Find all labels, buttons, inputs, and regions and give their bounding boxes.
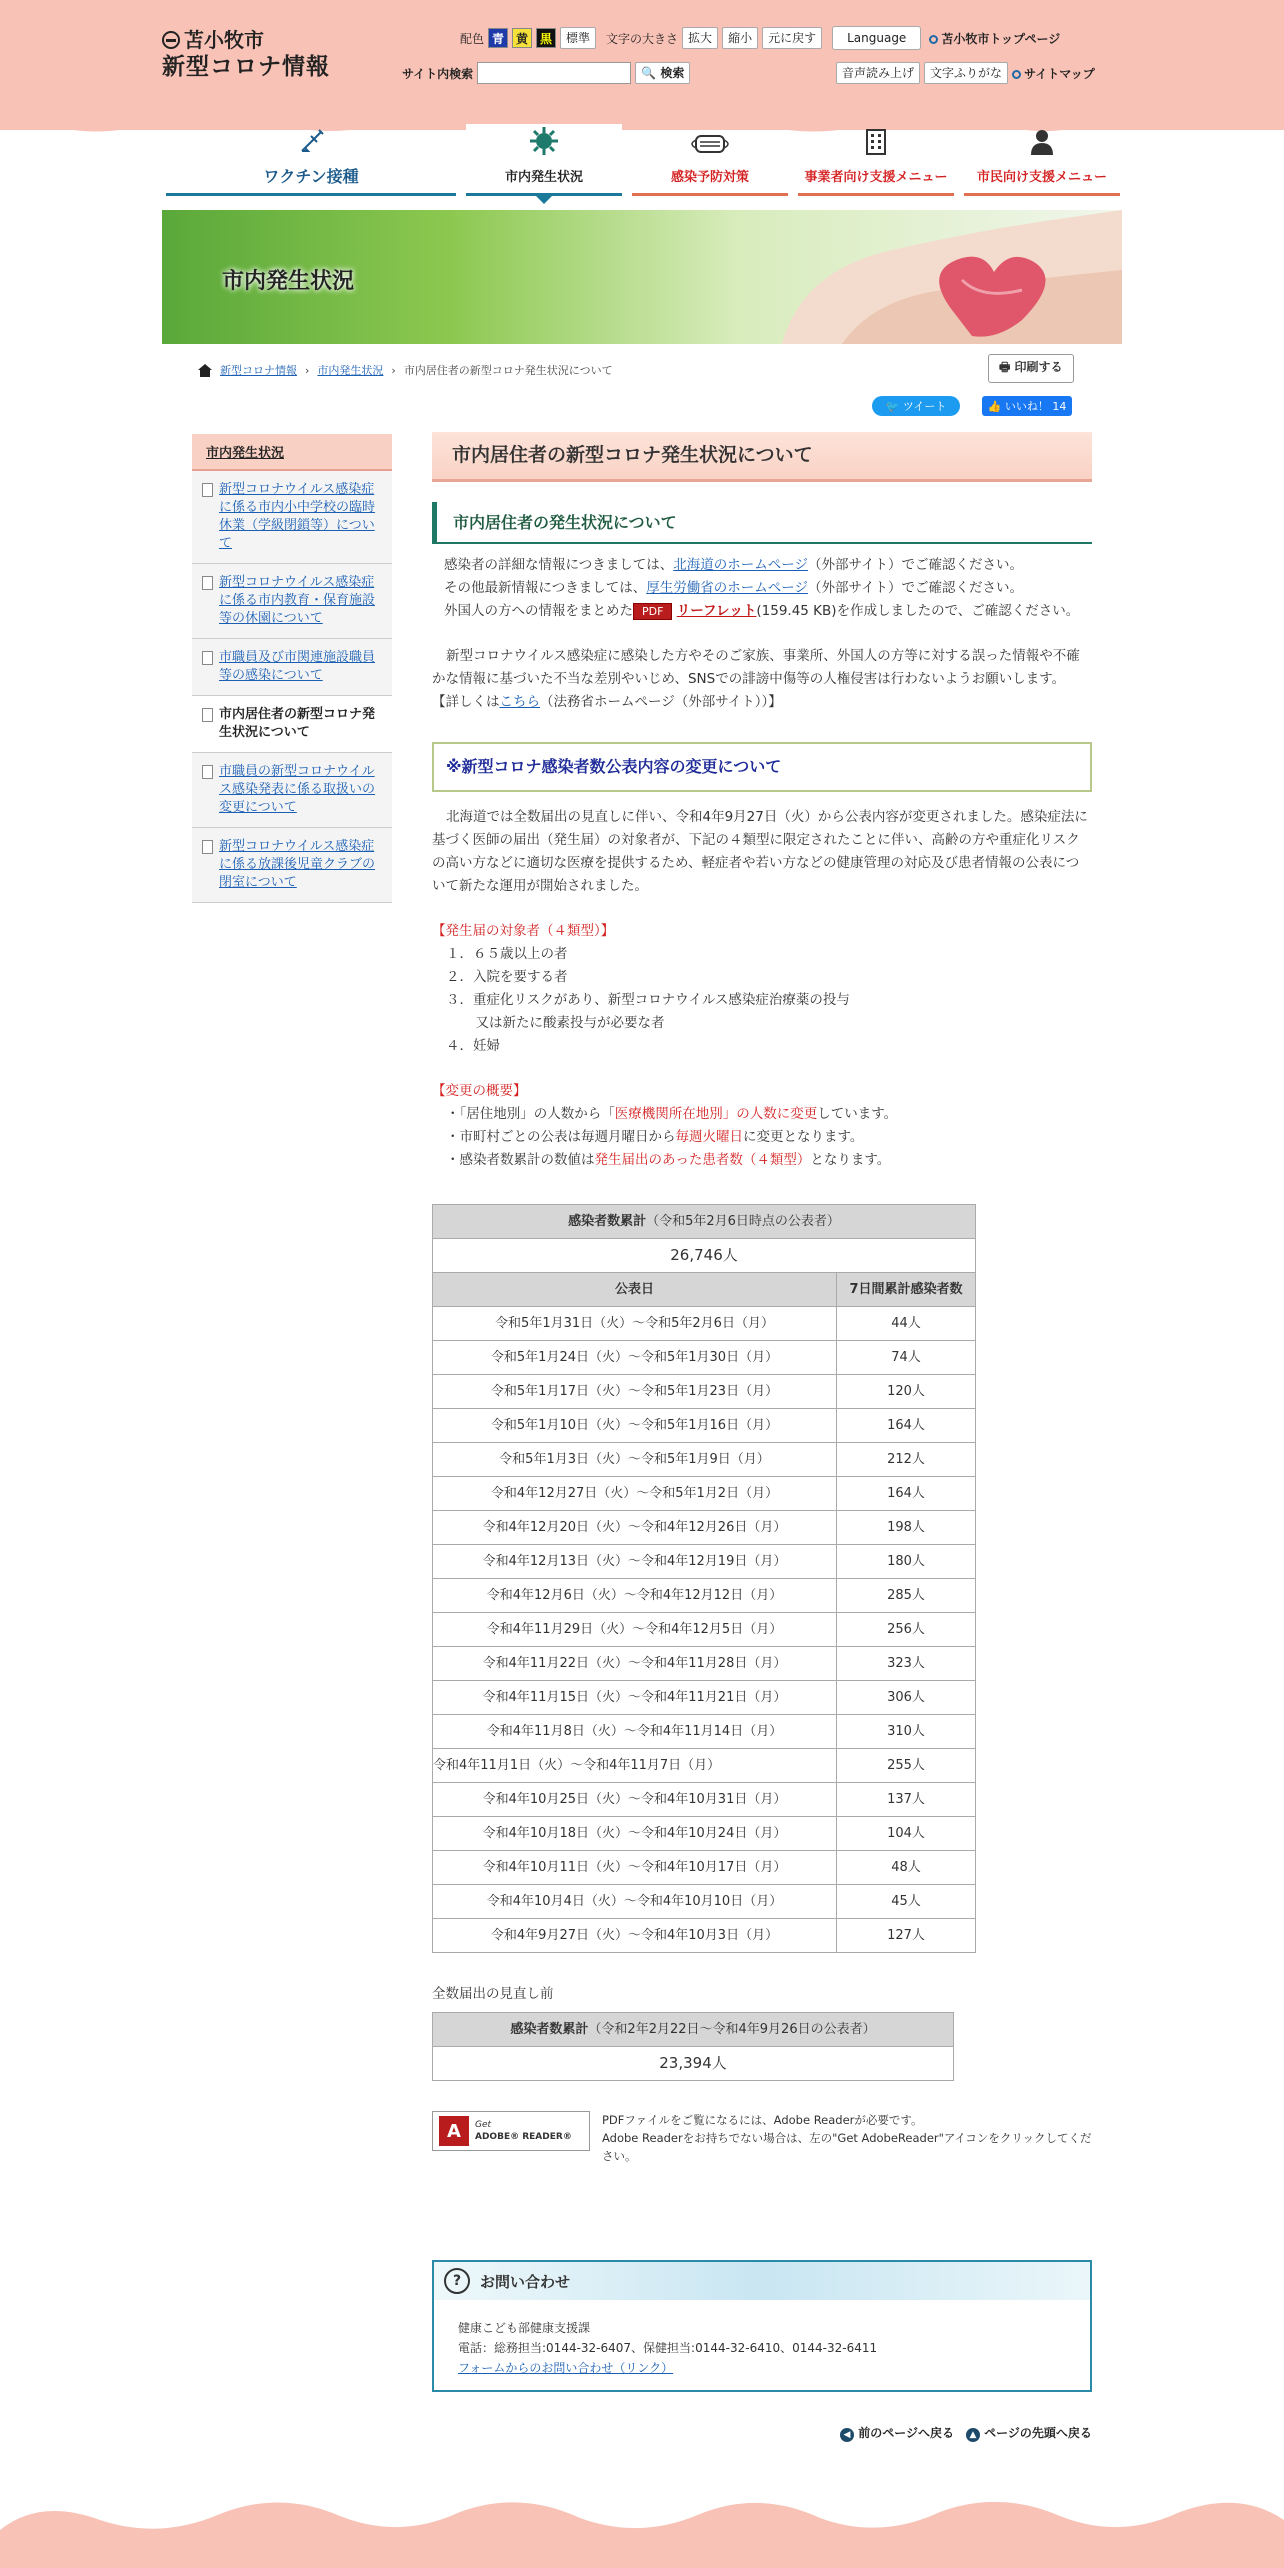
count-cell: 255人 (837, 1749, 976, 1783)
search-input[interactable] (477, 62, 631, 84)
nav-business-label: 事業者向け支援メニュー (804, 170, 948, 185)
text: 【詳しくは (432, 694, 500, 710)
color-yellow-button[interactable]: 黄 (512, 28, 532, 48)
info-paragraph (432, 554, 1092, 600)
print-button-label: 印刷する (1014, 360, 1063, 374)
font-enlarge-button[interactable]: 拡大 (682, 27, 718, 49)
target-list (432, 943, 1092, 1058)
sidebar-item-school[interactable] (192, 471, 392, 564)
target-item: １．６５歳以上の者 (446, 946, 568, 962)
adobe-icon: A (439, 2116, 469, 2146)
date-cell: 令和4年11月22日（火）～令和4年11月28日（月） (433, 1647, 837, 1681)
tweet-button[interactable] (872, 396, 960, 416)
text: （外部サイト）でご確認ください。 (807, 580, 1024, 596)
font-size-label: 文字の大きさ (606, 31, 679, 46)
breadcrumb (198, 362, 613, 378)
date-cell: 令和5年1月10日（火）～令和5年1月16日（月） (433, 1409, 837, 1443)
banner-hands-image (722, 210, 1122, 344)
change-heading: 【変更の概要】 (432, 1083, 527, 1099)
text: PDFファイルをご覧になるには、Adobe Readerが必要です。 (602, 2113, 923, 2127)
breadcrumb-link-covid[interactable]: 新型コロナ情報 (220, 364, 297, 377)
text: 感染者数累計 (568, 1214, 647, 1229)
table-row (433, 1443, 976, 1477)
twitter-icon: 🐦 (885, 399, 903, 413)
date-cell: 令和4年12月6日（火）～令和4年12月12日（月） (433, 1579, 837, 1613)
count-cell: 180人 (837, 1545, 976, 1579)
table-row (433, 1579, 976, 1613)
page-title: 市内居住者の新型コロナ発生状況について (432, 432, 1092, 482)
breadcrumb-link-outbreak[interactable]: 市内発生状況 (317, 364, 384, 377)
virus-icon (529, 126, 559, 156)
column-header-date: 公表日 (433, 1273, 837, 1307)
contact-box (432, 2260, 1092, 2392)
adobe-reader-button[interactable] (432, 2111, 590, 2151)
table-row (433, 1307, 976, 1341)
count-cell: 323人 (837, 1647, 976, 1681)
nav-outbreak-label: 市内発生状況 (504, 170, 583, 185)
count-cell: 45人 (837, 1885, 976, 1919)
page-banner (162, 210, 1122, 344)
nav-vaccine-label: ワクチン接種 (263, 167, 359, 186)
document-icon (202, 708, 213, 722)
sidebar-item-label[interactable]: 市職員及び市関連施設職員等の感染について (219, 650, 376, 683)
voice-button[interactable]: 音声読み上げ (836, 62, 920, 84)
count-cell: 137人 (837, 1783, 976, 1817)
color-standard-button[interactable]: 標準 (560, 27, 596, 49)
nav-vaccine[interactable] (166, 124, 456, 196)
count-cell: 164人 (837, 1477, 976, 1511)
document-icon (202, 765, 213, 779)
count-cell: 256人 (837, 1613, 976, 1647)
date-cell: 令和4年10月11日（火）～令和4年10月17日（月） (433, 1851, 837, 1885)
date-cell: 令和4年11月1日（火）～令和4年11月7日（月） (433, 1749, 837, 1783)
table-row (433, 1749, 976, 1783)
back-link[interactable] (840, 2424, 954, 2442)
tool-row-bottom (836, 62, 1095, 84)
nav-citizen-label: 市民向け支援メニュー (976, 170, 1107, 185)
discrimination-paragraph: 新型コロナウイルス感染症に感染した方やそのご家族、事業所、外国人の方等に対する誤った情報や不確かな情報に基づいた不当な差別やいじめ、SNSでの誹謗中傷等の人権侵害は行わないようお願いします。 (432, 648, 1080, 687)
sidebar-item-label[interactable]: 新型コロナウイルス感染症に係る市内教育・保育施設等の休園について (219, 575, 376, 626)
date-cell: 令和4年12月13日（火）～令和4年12月19日（月） (433, 1545, 837, 1579)
tweet-label: ツイート (902, 400, 947, 413)
adobe-note (602, 2111, 1092, 2165)
table-row (433, 1851, 976, 1885)
count-cell: 306人 (837, 1681, 976, 1715)
target-item: ４．妊婦 (446, 1038, 500, 1054)
document-icon (202, 840, 213, 854)
sidebar (192, 434, 392, 903)
highlight: 発生届出のあった患者数（４類型） (594, 1152, 811, 1168)
site-logo[interactable] (162, 28, 362, 84)
question-icon: ? (444, 2268, 470, 2294)
date-cell: 令和4年10月25日（火）～令和4年10月31日（月） (433, 1783, 837, 1817)
top-link-label: ページの先頭へ戻る (984, 2426, 1092, 2440)
count-cell: 310人 (837, 1715, 976, 1749)
table-row (433, 1681, 976, 1715)
text: ・「居住地別」の人数から「 (446, 1106, 615, 1122)
sidebar-item-label[interactable]: 新型コロナウイルス感染症に係る放課後児童クラブの閉室について (219, 839, 376, 890)
printer-icon: 🖶 (999, 360, 1011, 374)
contact-form-link[interactable]: フォームからのお問い合わせ（リンク） (458, 2361, 674, 2375)
mhlw-link[interactable]: 厚生労働省のホームページ (646, 580, 808, 596)
sidebar-item-residents (192, 696, 392, 753)
target-item: ３．重症化リスクがあり、新型コロナウイルス感染症治療薬の投与 (446, 992, 850, 1008)
sidebar-heading[interactable] (192, 434, 392, 471)
date-cell: 令和4年11月8日（火）～令和4年11月14日（月） (433, 1715, 837, 1749)
sidebar-item-afterschool[interactable] (192, 828, 392, 903)
text: (159.45 KB)を作成しましたので、ご確認ください。 (756, 603, 1080, 619)
chevron-right-icon: › (305, 363, 310, 377)
total-header (433, 1205, 976, 1239)
date-cell: 令和4年11月15日（火）～令和4年11月21日（月） (433, 1681, 837, 1715)
sidebar-item-handling[interactable] (192, 753, 392, 828)
text: 感染者数累計 (510, 2022, 589, 2037)
table-row (433, 1919, 976, 1953)
bullet-icon (1012, 70, 1021, 79)
pdf-badge: PDF (633, 603, 672, 620)
city-name: 苫小牧市 (184, 28, 264, 52)
contact-tel: 電話：総務担当:0144-32-6407、保健担当:0144-32-6410、0144-32-6411 (458, 2341, 878, 2355)
color-blue-button[interactable]: 青 (488, 28, 508, 48)
breadcrumb-current: 市内居住者の新型コロナ発生状況について (403, 364, 613, 377)
table-row (433, 1647, 976, 1681)
moj-link[interactable]: こちら (499, 694, 540, 710)
highlight: 医療機関所在地別」の人数に変更 (614, 1106, 818, 1122)
table-row (433, 1341, 976, 1375)
nav-current-marker (536, 196, 552, 204)
count-cell: 285人 (837, 1579, 976, 1613)
date-cell: 令和4年10月18日（火）～令和4年10月24日（月） (433, 1817, 837, 1851)
back-arrow-icon: ◀ (840, 2428, 854, 2442)
thumbs-up-icon: 👍 (987, 399, 1005, 413)
sidebar-item-staff[interactable] (192, 639, 392, 696)
mask-icon (686, 132, 734, 156)
text: ・感染者数累計の数値は (446, 1152, 595, 1168)
table-row (433, 1477, 976, 1511)
table-row (433, 1783, 976, 1817)
hokkaido-link[interactable]: 北海道のホームページ (673, 557, 808, 573)
count-cell: 74人 (837, 1341, 976, 1375)
date-cell: 令和4年11月29日（火）～令和4年12月5日（月） (433, 1613, 837, 1647)
search-label: サイト内検索 (402, 66, 474, 81)
count-cell: 164人 (837, 1409, 976, 1443)
total-value: 26,746人 (433, 1239, 976, 1273)
date-cell: 令和5年1月24日（火）～令和5年1月30日（月） (433, 1341, 837, 1375)
leaflet-paragraph (432, 600, 1092, 623)
footer-wave (0, 2490, 1284, 2568)
text: ・市町村ごとの公表は毎週月曜日から (446, 1129, 676, 1145)
main-content (432, 432, 1092, 2165)
text: しています。 (817, 1106, 898, 1122)
document-icon (202, 483, 213, 497)
chevron-right-icon: › (391, 363, 396, 377)
search-button[interactable] (635, 62, 690, 84)
document-icon (202, 651, 213, 665)
text: 外国人の方への情報をまとめた (444, 603, 633, 619)
table-row (433, 1375, 976, 1409)
text: に変更となります。 (743, 1129, 864, 1145)
font-shrink-button[interactable]: 縮小 (722, 27, 758, 49)
count-cell: 127人 (837, 1919, 976, 1953)
search-button-label: 検索 (660, 66, 685, 80)
table-row (433, 1715, 976, 1749)
text: となります。 (810, 1152, 891, 1168)
count-cell: 212人 (837, 1443, 976, 1477)
change-list (432, 1103, 1092, 1172)
table-row (433, 1511, 976, 1545)
page-footer-nav (840, 2424, 1092, 2442)
section-heading: 市内居住者の発生状況について (432, 502, 1092, 544)
date-cell: 令和5年1月3日（火）～令和5年1月9日（月） (433, 1443, 837, 1477)
date-cell: 令和5年1月17日（火）～令和5年1月23日（月） (433, 1375, 837, 1409)
sitemap-link[interactable] (1012, 65, 1095, 82)
highlight: 毎週火曜日 (675, 1129, 743, 1145)
document-icon (202, 576, 213, 590)
contact-title: お問い合わせ (480, 2272, 571, 2291)
building-icon (865, 128, 887, 156)
text: （令和5年2月6日時点の公表者） (646, 1214, 840, 1229)
contact-dept: 健康こども部健康支援課 (458, 2321, 591, 2335)
language-button[interactable]: Language (832, 26, 921, 50)
notice-paragraph: 北海道では全数届出の見直しに伴い、令和4年9月27日（火）から公表内容が変更されました。感染症法に基づく医師の届出（発生届）の対象者が、下記の４類型に限定されたことに伴い、高齢の方や重症化リスクの高い方などに適切な医療を提供するため、軽症者や若い方などの健康管理の対応及び患者情報の公表について新たな運用が開始されました。 (432, 809, 1088, 894)
like-button[interactable] (982, 396, 1072, 416)
print-button[interactable] (988, 354, 1074, 383)
count-cell: 120人 (837, 1375, 976, 1409)
home-icon (198, 364, 212, 377)
furigana-button[interactable]: 文字ふりがな (924, 62, 1008, 84)
text: Adobe Readerをお持ちでない場合は、左の"Get AdobeReader"アイコンをクリックしてください。 (602, 2131, 1092, 2163)
date-cell: 令和4年10月4日（火）～令和4年10月10日（月） (433, 1885, 837, 1919)
global-nav (166, 124, 1120, 198)
nav-prevention-label: 感染予防対策 (670, 170, 749, 185)
adobe-name: ADOBE® READER® (475, 2132, 572, 2142)
text: （法務省ホームページ（外部サイト））】 (540, 694, 782, 710)
adobe-get: Get (475, 2120, 492, 2130)
nav-business[interactable] (798, 124, 954, 196)
color-black-button[interactable]: 黒 (536, 28, 556, 48)
nav-citizen[interactable] (964, 124, 1120, 196)
count-cell: 48人 (837, 1851, 976, 1885)
search-row (402, 62, 690, 84)
nav-outbreak[interactable] (466, 124, 622, 196)
like-label: いいね！ 14 (1004, 400, 1067, 413)
sidebar-item-nursery[interactable] (192, 564, 392, 639)
before-header (433, 2013, 954, 2047)
target-item: ２．入院を要する者 (446, 969, 568, 985)
leaflet-link[interactable]: リーフレット (676, 603, 757, 619)
table-row (433, 1885, 976, 1919)
city-top-link[interactable] (929, 30, 1060, 47)
site-name: 新型コロナ情報 (162, 54, 330, 80)
cases-table (432, 1204, 976, 1953)
sidebar-item-label: 市内居住者の新型コロナ発生状況について (219, 707, 376, 740)
before-label: 全数届出の見直し前 (432, 1986, 554, 2002)
table-row (433, 1545, 976, 1579)
sitemap-label: サイトマップ (1024, 66, 1095, 81)
up-arrow-icon: ▲ (966, 2428, 980, 2442)
sidebar-item-label[interactable]: 新型コロナウイルス感染症に係る市内小中学校の臨時休業（学級閉鎖等）について (219, 482, 376, 551)
search-icon: 🔍 (641, 66, 657, 80)
text: その他最新情報につきましては、 (444, 580, 647, 596)
text: （外部サイト）でご確認ください。 (807, 557, 1024, 573)
font-reset-button[interactable]: 元に戻す (762, 27, 822, 49)
city-top-link-label: 苫小牧市トップページ (941, 31, 1061, 46)
date-cell: 令和4年12月20日（火）～令和4年12月26日（月） (433, 1511, 837, 1545)
syringe-icon (297, 128, 325, 156)
back-link-label: 前のページへ戻る (858, 2426, 954, 2440)
notice-heading: ※新型コロナ感染者数公表内容の変更について (432, 742, 1092, 792)
date-cell: 令和4年12月27日（火）～令和5年1月2日（月） (433, 1477, 837, 1511)
table-row (433, 1817, 976, 1851)
text: （令和2年2月22日～令和4年9月26日の公表者） (588, 2022, 876, 2037)
sidebar-heading-link[interactable]: 市内発生状況 (206, 446, 285, 461)
column-header-count: 7日間累計感染者数 (837, 1273, 976, 1307)
target-heading: 【発生届の対象者（４類型）】 (432, 923, 615, 939)
adobe-section (432, 2111, 1092, 2165)
sidebar-item-label[interactable]: 市職員の新型コロナウイルス感染発表に係る取扱いの変更について (219, 764, 376, 815)
before-table (432, 2012, 954, 2081)
count-cell: 198人 (837, 1511, 976, 1545)
date-cell: 令和4年9月27日（火）～令和4年10月3日（月） (433, 1919, 837, 1953)
city-seal-icon (162, 31, 180, 49)
table-row (433, 1409, 976, 1443)
tool-row-top (460, 26, 1060, 50)
cases-table-body (433, 1307, 976, 1953)
text: 感染者の詳細な情報につきましては、 (444, 557, 674, 573)
count-cell: 44人 (837, 1307, 976, 1341)
bullet-icon (929, 35, 938, 44)
person-icon (1030, 128, 1054, 156)
date-cell: 令和5年1月31日（火）～令和5年2月6日（月） (433, 1307, 837, 1341)
table-row (433, 1613, 976, 1647)
before-total-value: 23,394人 (433, 2047, 954, 2081)
target-item: 又は新たに酸素投与が必要な者 (462, 1015, 665, 1031)
top-link[interactable] (966, 2424, 1092, 2442)
color-label: 配色 (460, 31, 485, 46)
nav-prevention[interactable] (632, 124, 788, 196)
banner-title: 市内発生状況 (222, 269, 355, 294)
count-cell: 104人 (837, 1817, 976, 1851)
